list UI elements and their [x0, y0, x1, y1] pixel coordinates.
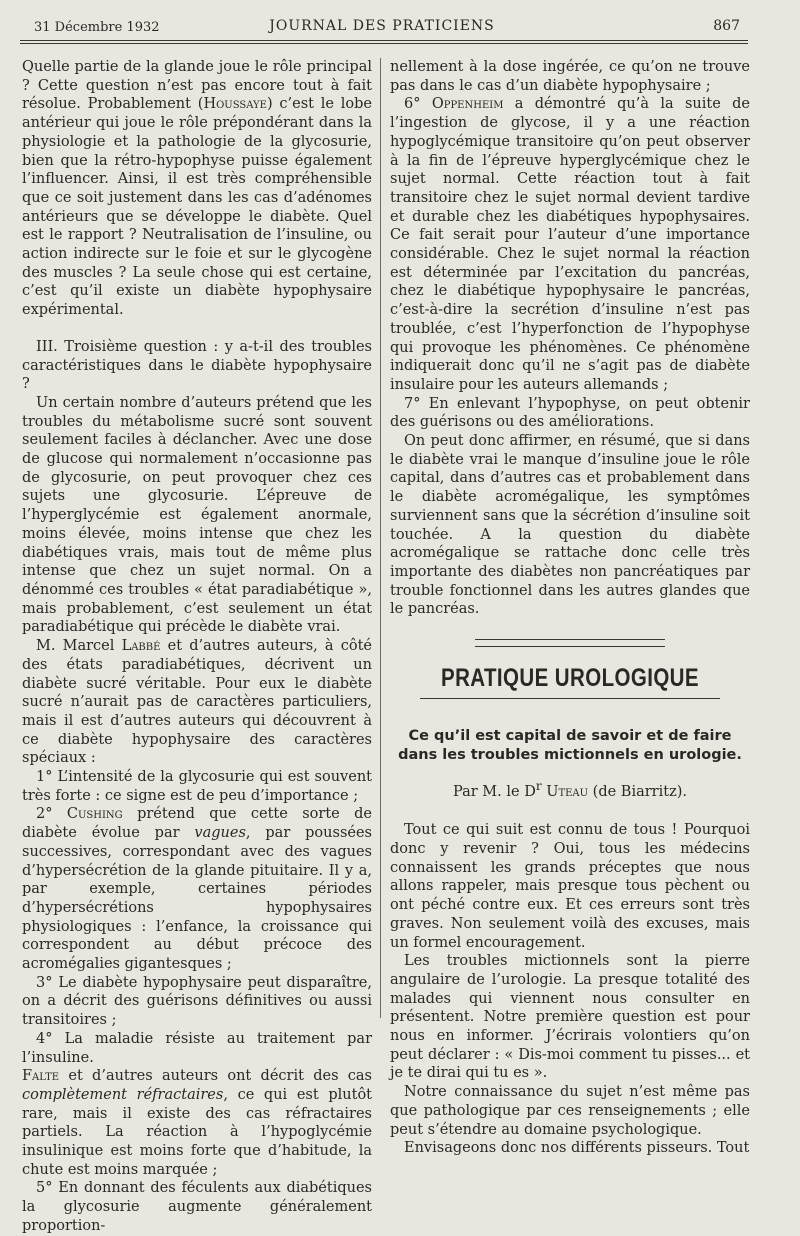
- author-name: Houssaye: [203, 96, 267, 113]
- issue-date: 31 Décembre 1932: [34, 20, 160, 35]
- section-heading: III. Troisième question : y a-t-il des troubles caractéristiques dans le diabète hypophysaire ?: [22, 338, 372, 393]
- paragraph: nellement à la dose ingérée, ce qu’on ne trouve pas dans le cas d’un diabète hypophysaire ;: [390, 59, 750, 94]
- paragraph: Les troubles mictionnels sont la pierre angulaire de l’urologie. La presque totalité des malades qui viennent nous consulter en présentent. Notre première question est pour nous en informer. J’écrirais volontiers qu’on peut déclarer : « Dis-moi comment tu pisses... et je te dirai qui tu es ».: [390, 953, 750, 1082]
- section-ornament: [390, 639, 750, 647]
- byline: Par M. le $D^r$ Uteau (de Biarritz).: [453, 778, 687, 800]
- author-name: Labbé: [121, 638, 161, 655]
- right-column: [390, 58, 750, 1158]
- list-item: 5° En donnant des féculents aux diabétiques la glycosurie augmente généralement proportion-: [22, 1180, 372, 1234]
- paragraph: M. Marcel Labbé et d’autres auteurs, à côté des états paradiabétiques, décrivent un diabète sucré véritable. Pour eux le diabète sucré n’aurait pas de caractères particuliers, mais il est d’autres auteurs qui découvrent à ce diabète hypophysaire des caractères spéciaux :: [22, 638, 372, 767]
- column-divider: [380, 58, 381, 1018]
- page-number: 867: [713, 18, 740, 34]
- author-name: Falte: [22, 1068, 60, 1085]
- list-item: 4° La maladie résiste au traitement par l’insuline.: [22, 1030, 372, 1066]
- paragraph: Envisageons donc nos différents pisseurs. Tout: [404, 1140, 750, 1157]
- paragraph: Falte et d’autres auteurs ont décrit des cas complètement réfractaires, ce qui est plutôt rare, mais il existe des cas réfractaires partiels. La réaction à l’hypoglycémie insulinique est moins forte que d’habitude, la chute est moins marquée ;: [22, 1068, 372, 1178]
- paragraph: On peut donc affirmer, en résumé, que si dans le diabète vrai le manque d’insuline joue le rôle capital, dans d’autres cas et probablement dans le diabète acromégalique, les symptômes surviennent sans que la sécrétion d’insuline soit touchée. A la question du diabète acromégalique se rattache donc celle très importante des diabètes non pancréatiques par trouble fonctionnel dans les autres glandes que le pancréas.: [390, 433, 750, 618]
- list-item: 1° L’intensité de la glycosurie qui est souvent très forte : ce signe est de peu d’importance ;: [22, 769, 372, 804]
- section-title: PRATIQUE UROLOGIQUE: [441, 664, 699, 693]
- author-name: Oppenheim: [431, 96, 504, 113]
- list-item: 3° Le diabète hypophysaire peut disparaître, on a décrit des guérisons définitives ou aussi transitoires ;: [22, 974, 372, 1029]
- author-name: Uteau: [546, 783, 589, 800]
- header-rule: [20, 40, 748, 41]
- paragraph: Tout ce qui suit est connu de tous ! Pourquoi donc y revenir ? Oui, tous les médecins connaissent les grands préceptes que nous allons rappeler, mais presque tous pèchent ou ont péché contre eux. Et ces erreurs sont très graves. Non seulement voilà des excuses, mais un formel encouragement.: [390, 822, 750, 951]
- paragraph: Un certain nombre d’auteurs prétend que les troubles du métabolisme sucré sont souvent seulement faciles à déclancher. Avec une dose de glucose qui normalement n’occasionne pas de glycosurie, on peut provoquer chez ces sujets une glycosurie. L’épreuve de l’hyperglycémie est également anormale, moins élevée, moins intense que chez les diabétiques vrais, mais tout de même plus intense que chez un sujet normal. On a dénommé ces troubles « état paradiabétique », mais probablement, c’est seulement un état paradiabétique qui précède le diabète vrai.: [22, 394, 372, 636]
- journal-title: JOURNAL DES PRATICIENS: [269, 18, 495, 34]
- author-name: Cushing: [66, 806, 123, 823]
- article-title: Ce qu’il est capital de savoir et de faire dans les troubles mictionnels en urologie.: [398, 727, 742, 763]
- paragraph: Quelle partie de la glande joue le rôle principal ? Cette question n’est pas encore tout à fait résolue. Probablement (Houssaye) c’est le lobe antérieur qui joue le rôle prépondérant dans la physiologie et la pathologie de la glycosurie, bien que la rétro-hypophyse puisse également l’influencer. Ainsi, il est très compréhensible que ce soit justement dans les cas d’adénomes antérieurs que se développe le diabète. Quel est le rapport ? Neutralisation de l’insuline, ou action indirecte sur le foie et sur le glycogène des muscles ? La seule chose qui est certaine, c’est qu’il existe un diabète hypophysaire expérimental.: [22, 59, 372, 319]
- list-item: 2° Cushing prétend que cette sorte de diabète évolue par vagues, par poussées successives, correspondant avec des vagues d’hypersécrétion de la glande pituitaire. Il y a, par exemple, certaines périodes d’hypersécrétions hypophysaires physiologiques : l’enfance, la croissance qui correspondent au début précoce des acromégalies gigantesques ;: [22, 806, 372, 973]
- paragraph: Notre connaissance du sujet n’est même pas que pathologique par ces renseignements ; elle peut s’étendre au domaine psychologique.: [390, 1084, 750, 1138]
- left-column: [22, 58, 372, 1236]
- page-header: [20, 14, 744, 40]
- header-rule-2: [20, 43, 748, 44]
- list-item: 7° En enlevant l’hypophyse, on peut obtenir des guérisons ou des améliorations.: [390, 395, 750, 431]
- section-rule: [420, 698, 720, 699]
- list-item: 6° Oppenheim a démontré qu’à la suite de l’ingestion de glycose, il y a une réaction hypoglycémique transitoire qu’on peut observer à la fin de l’épreuve hyperglycémique chez le sujet normal. Cette réaction tout à fait transitoire chez le sujet normal devient tardive et durable chez les diabétiques hypophysaires. Ce fait serait pour l’auteur d’une importance considérable. Chez le sujet normal la réaction est déterminée par l’excitation du pancréas, chez le diabétique hypophysaire le pancréas, c’est-à-dire la secrétion d’insuline n’est pas troublée, c’est l’hyperfonction de l’hypophyse qui provoque les phénomènes. Ce phénomène indiquerait donc qu’il ne s’agit pas de diabète insulaire pour les auteurs allemands ;: [390, 96, 750, 393]
